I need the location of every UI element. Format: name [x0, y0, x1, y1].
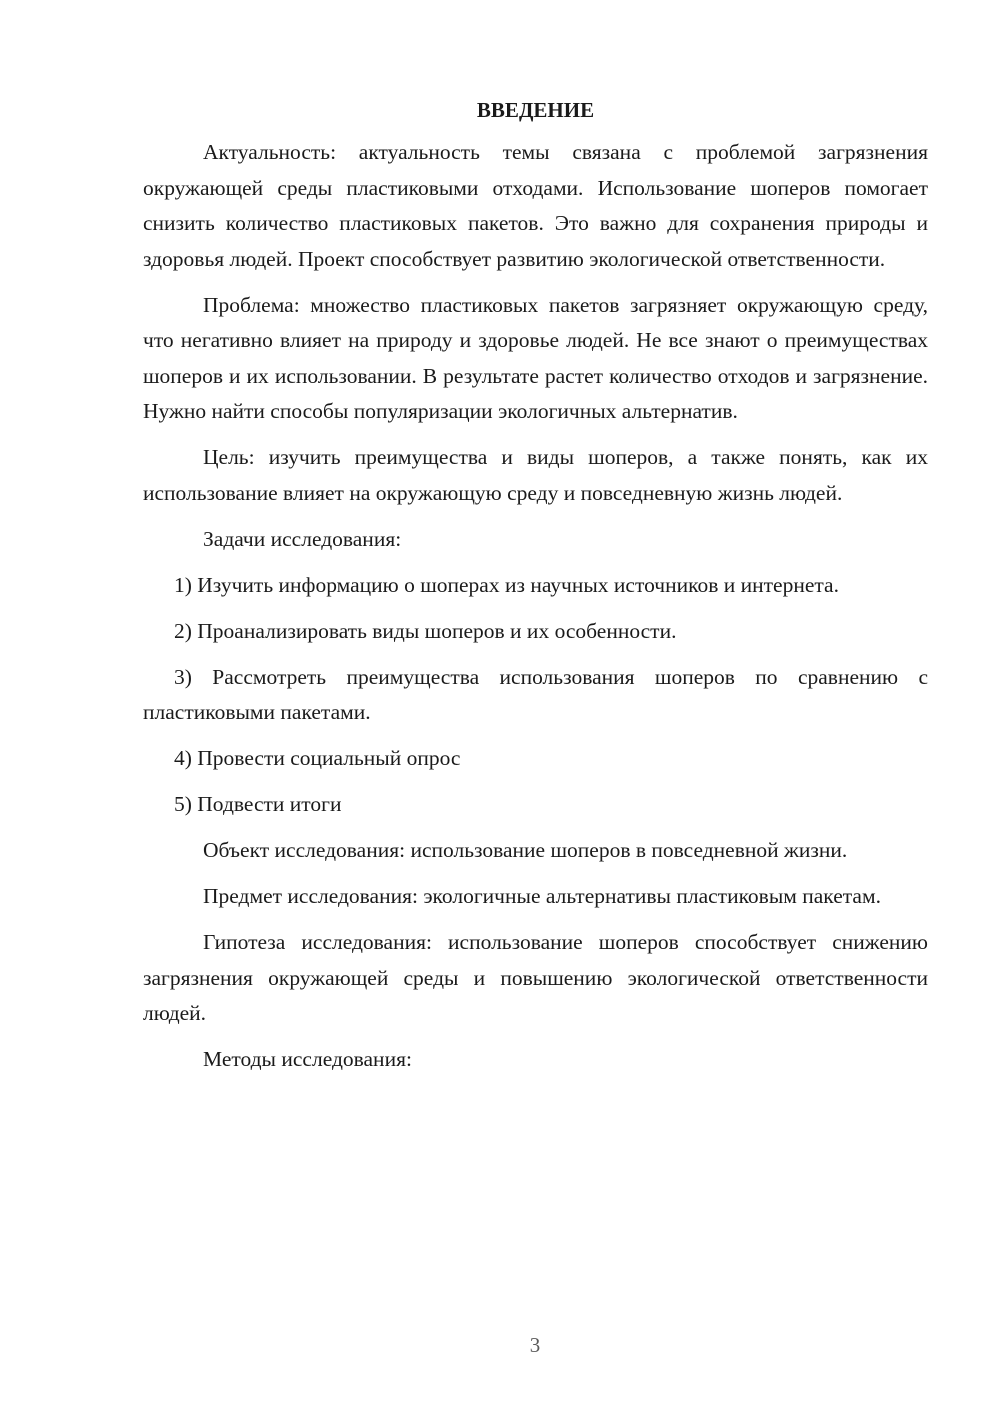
paragraph-object: Объект исследования: использование шоперов в повседневной жизни. — [203, 838, 848, 862]
paragraph-goal: Цель: изучить преимущества и виды шоперов, а также понять, как их использование влияет на окружающую среду и повседневную жизнь людей. — [143, 445, 928, 505]
task-item-2: 2) Проанализировать виды шоперов и их особенности. — [174, 618, 677, 643]
paragraph-tasks-heading: Задачи исследования: — [203, 526, 402, 551]
document-page — [143, 92, 928, 1078]
section-title: ВВЕДЕНИЕ — [476, 98, 595, 122]
task-item-4: 4) Провести социальный опрос — [174, 746, 461, 770]
paragraph-hypothesis: Гипотеза исследования: использование шоперов способствует снижению загрязнения окружающей среды и повышению экологической ответственности людей. — [143, 930, 928, 1025]
paragraph-problem: Проблема: множество пластиковых пакетов загрязняет окружающую среду, что негативно влияет на природу и здоровье людей. Не все знают о преимуществах шоперов и их использовании. В результате растет количество отходов и загрязнение. Нужно найти способы популяризации экологичных альтернатив. — [143, 292, 928, 423]
paragraph-methods-heading: Методы исследования: — [203, 1047, 412, 1071]
page-number: 3 — [529, 1333, 541, 1357]
paragraph-relevance: Актуальность: актуальность темы связана с проблемой загрязнения окружающей среды пластиковыми отходами. Использование шоперов помогает снизить количество пластиковых пакетов. Это важно для сохранения природы и здоровья людей. Проект способствует развитию экологической ответственности. — [143, 140, 928, 271]
paragraph-subject: Предмет исследования: экологичные альтернативы пластиковым пакетам. — [203, 884, 881, 908]
task-item-1: 1) Изучить информацию о шоперах из научных источников и интернета. — [174, 572, 839, 597]
task-item-5: 5) Подвести итоги — [174, 792, 342, 816]
task-item-3: 3) Рассмотреть преимущества использования шоперов по сравнению с пластиковыми пакетами. — [143, 664, 928, 724]
